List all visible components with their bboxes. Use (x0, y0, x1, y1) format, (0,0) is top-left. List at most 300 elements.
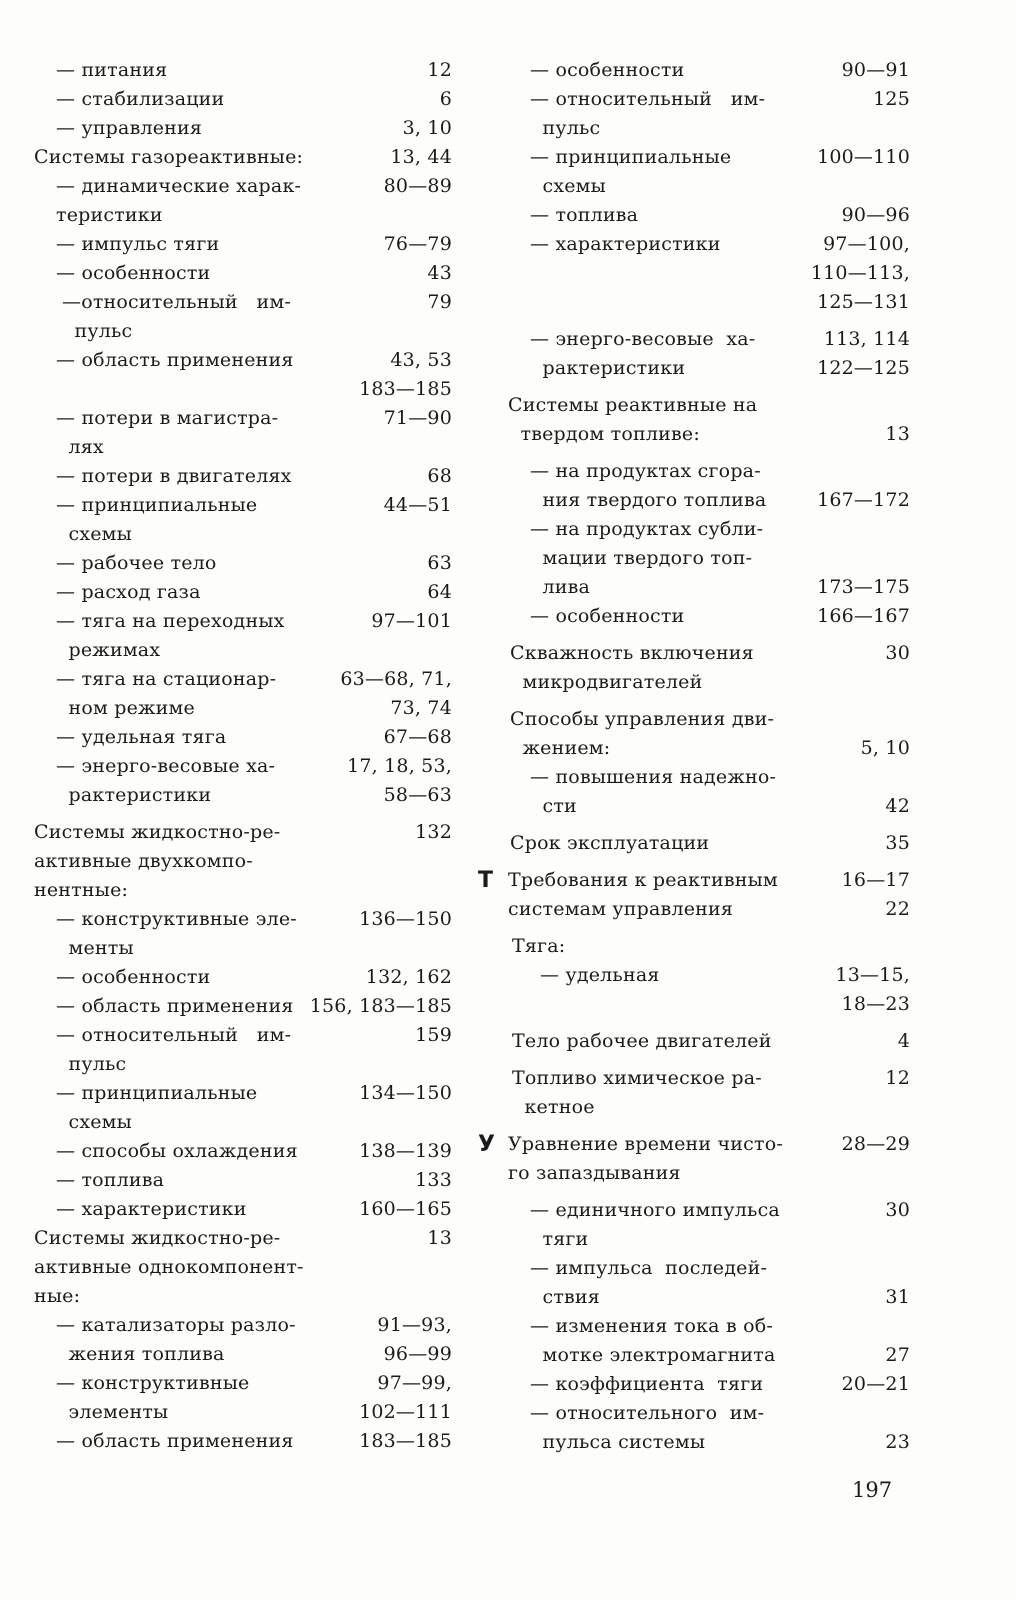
index-entry (484, 457, 910, 515)
index-pages: 166—167 (817, 605, 910, 627)
index-term: — изменения тока в об- (530, 1315, 773, 1337)
index-pages: 13 (885, 423, 910, 445)
index-row (56, 1311, 452, 1340)
index-row (512, 1093, 910, 1122)
index-term: — относительный им- (530, 88, 766, 110)
index-row (530, 1254, 910, 1283)
index-entry (34, 1166, 452, 1195)
index-pages: 122—125 (817, 357, 910, 379)
index-pages: 90—96 (841, 204, 910, 226)
index-row (530, 573, 910, 602)
index-pages: 132, 162 (365, 966, 452, 988)
index-term: ния твердого топлива (530, 489, 767, 511)
index-row (56, 905, 452, 934)
index-row (56, 607, 452, 636)
index-pages: 80—89 (383, 175, 452, 197)
index-row (530, 544, 910, 573)
index-pages: 125 (873, 88, 910, 110)
index-term: рактеристики (56, 784, 212, 806)
index-entry (484, 1254, 910, 1312)
index-term: — тяга на стационар- (56, 668, 277, 690)
index-pages: 90—91 (841, 59, 910, 81)
index-term: Срок эксплуатации (510, 832, 710, 854)
index-term: менты (56, 937, 134, 959)
index-entry (484, 391, 910, 449)
index-entry (478, 1130, 910, 1188)
index-row (56, 1369, 452, 1398)
index-row (512, 932, 910, 961)
index-term: активные однокомпонент- (34, 1256, 304, 1278)
index-term: элементы (56, 1401, 169, 1423)
index-row (530, 457, 910, 486)
index-row (56, 752, 452, 781)
index-entry (484, 961, 910, 1019)
index-row (530, 1428, 910, 1457)
index-row (530, 763, 910, 792)
index-column-left (34, 56, 452, 1456)
index-term: Системы реактивные на (508, 394, 758, 416)
index-row (530, 792, 910, 821)
index-pages: 30 (885, 642, 910, 664)
index-row (530, 1196, 910, 1225)
index-term: — катализаторы разло- (56, 1314, 296, 1336)
index-entry (34, 1369, 452, 1427)
index-row (512, 1027, 910, 1056)
index-row (56, 201, 452, 230)
index-term: — характеристики (56, 1198, 247, 1220)
index-row (510, 734, 910, 763)
index-term: — на продуктах субли- (530, 518, 764, 540)
index-pages: 173—175 (817, 576, 910, 598)
index-term: — относительный им- (56, 1024, 292, 1046)
index-entry (484, 1196, 910, 1254)
index-pages: 167—172 (817, 489, 910, 511)
index-row (530, 259, 910, 288)
index-term: лива (530, 576, 591, 598)
index-pages: 73, 74 (390, 697, 452, 719)
index-entry (484, 932, 910, 961)
index-term: — характеристики (530, 233, 721, 255)
index-term: — особенности (56, 966, 211, 988)
index-entry (34, 905, 452, 963)
index-entry (34, 143, 452, 172)
index-row (56, 375, 452, 404)
index-row (56, 404, 452, 433)
index-term: Системы жидкостно-ре- (34, 821, 281, 843)
index-row (530, 1370, 910, 1399)
index-row (34, 876, 452, 905)
index-pages: 96—99 (383, 1343, 452, 1365)
index-term: — удельная (540, 964, 660, 986)
index-pages: 16—17 (841, 869, 910, 891)
index-pages: 68 (427, 465, 452, 487)
index-row (508, 895, 910, 924)
index-row (56, 1166, 452, 1195)
index-row (56, 934, 452, 963)
index-entry (34, 172, 452, 230)
index-row (530, 56, 910, 85)
index-entry (484, 56, 910, 85)
index-row (508, 866, 910, 895)
index-entry (484, 515, 910, 602)
index-row (56, 549, 452, 578)
index-entry (484, 201, 910, 230)
index-term: Способы управления дви- (510, 708, 775, 730)
index-row (508, 1159, 910, 1188)
index-term: кетное (512, 1096, 595, 1118)
index-entry (34, 491, 452, 549)
index-entry (34, 404, 452, 462)
index-entry (34, 549, 452, 578)
index-term: — тяга на переходных (56, 610, 285, 632)
index-entry (484, 639, 910, 697)
index-entry (34, 1079, 452, 1137)
index-term: микродвигателей (510, 671, 703, 693)
index-row (56, 56, 452, 85)
page-number: 197 (852, 1478, 893, 1502)
index-term: — на продуктах сгора- (530, 460, 761, 482)
index-term: схемы (56, 523, 132, 545)
index-entry (484, 829, 910, 858)
index-row (56, 694, 452, 723)
index-entry (34, 346, 452, 404)
index-term: — потери в магистра- (56, 407, 279, 429)
index-entry (34, 723, 452, 752)
index-entry (34, 578, 452, 607)
index-row (56, 172, 452, 201)
index-row (510, 829, 910, 858)
index-row (56, 1427, 452, 1456)
index-row (530, 1399, 910, 1428)
index-term: — относительного им- (530, 1402, 765, 1424)
index-pages: 58—63 (383, 784, 452, 806)
index-term: — энерго-весовые ха- (530, 328, 756, 350)
index-row (56, 433, 452, 462)
index-term: — топлива (530, 204, 639, 226)
index-pages: 113, 114 (823, 328, 910, 350)
index-term: сти (530, 795, 577, 817)
index-row (530, 1283, 910, 1312)
index-entry (484, 602, 910, 631)
index-row (56, 578, 452, 607)
index-row (56, 665, 452, 694)
index-term: — питания (56, 59, 168, 81)
index-row (56, 992, 452, 1021)
index-row (56, 963, 452, 992)
index-pages: 76—79 (383, 233, 452, 255)
index-term: мации твердого топ- (530, 547, 753, 569)
index-term: — единичного импульса (530, 1199, 780, 1221)
index-entry (34, 85, 452, 114)
index-term: нентные: (34, 879, 129, 901)
index-term: жения топлива (56, 1343, 225, 1365)
index-entry (484, 85, 910, 143)
index-term: — расход газа (56, 581, 201, 603)
index-term: — принципиальные (530, 146, 732, 168)
index-row (56, 1398, 452, 1427)
index-pages: 64 (427, 581, 452, 603)
index-term: — рабочее тело (56, 552, 217, 574)
index-term: жением: (510, 737, 611, 759)
index-pages: 100—110 (817, 146, 910, 168)
index-column-right (478, 56, 910, 1457)
index-term: — конструктивные (56, 1372, 250, 1394)
index-term: — стабилизации (56, 88, 225, 110)
index-pages: 20—21 (841, 1373, 910, 1395)
index-pages: 27 (885, 1344, 910, 1366)
index-term: — область применения (56, 1430, 294, 1452)
index-term: мотке электромагнита (530, 1344, 776, 1366)
index-row (56, 1108, 452, 1137)
index-entry (484, 1312, 910, 1370)
index-term: пульс (62, 320, 133, 342)
index-pages: 97—101 (371, 610, 452, 632)
index-pages: 156, 183—185 (309, 995, 452, 1017)
index-entry (484, 1027, 910, 1056)
index-entry (34, 818, 452, 905)
index-pages: 63—68, 71, (340, 668, 452, 690)
index-term: — особенности (530, 605, 685, 627)
index-row (34, 1224, 452, 1253)
index-entry (34, 114, 452, 143)
index-term: системам управления (508, 898, 734, 920)
index-entry (484, 1399, 910, 1457)
index-pages: 79 (427, 291, 452, 313)
index-entry (34, 288, 452, 346)
index-term: — область применения (56, 995, 294, 1017)
index-row (34, 818, 452, 847)
index-row (56, 781, 452, 810)
index-entry (34, 665, 452, 723)
index-term: теристики (56, 204, 163, 226)
index-row (56, 1079, 452, 1108)
index-pages: 43 (427, 262, 452, 284)
index-term: го запаздывания (508, 1162, 681, 1184)
index-row (56, 491, 452, 520)
index-row (530, 602, 910, 631)
index-term: Скважность включения (510, 642, 754, 664)
index-term: — потери в двигателях (56, 465, 292, 487)
index-term: — особенности (530, 59, 685, 81)
index-row (530, 114, 910, 143)
index-row (34, 1282, 452, 1311)
index-term: Топливо химическое ра- (512, 1067, 762, 1089)
index-pages: 102—111 (359, 1401, 452, 1423)
index-pages: 134—150 (359, 1082, 452, 1104)
index-term: Системы жидкостно-ре- (34, 1227, 281, 1249)
index-row (56, 462, 452, 491)
index-entry (34, 56, 452, 85)
index-term: режимах (56, 639, 161, 661)
index-term: твердом топливе: (508, 423, 700, 445)
index-pages: 136—150 (359, 908, 452, 930)
index-term: — коэффициента тяги (530, 1373, 764, 1395)
index-row (34, 847, 452, 876)
index-pages: 30 (885, 1199, 910, 1221)
index-pages: 4 (897, 1030, 910, 1052)
index-term: — область применения (56, 349, 294, 371)
index-pages: 63 (427, 552, 452, 574)
index-pages: 3, 10 (402, 117, 452, 139)
index-term: ствия (530, 1286, 600, 1308)
index-pages: 133 (415, 1169, 452, 1191)
index-entry (34, 1137, 452, 1166)
index-pages: 12 (427, 59, 452, 81)
index-term: схемы (56, 1111, 132, 1133)
index-row (540, 961, 910, 990)
index-term: — топлива (56, 1169, 165, 1191)
index-pages: 13 (427, 1227, 452, 1249)
index-entry (34, 259, 452, 288)
index-row (508, 420, 910, 449)
index-entry (34, 462, 452, 491)
index-entry (34, 1427, 452, 1456)
index-entry (484, 1064, 910, 1122)
index-row (62, 317, 452, 346)
index-row (530, 172, 910, 201)
index-row (56, 1021, 452, 1050)
index-pages: 23 (885, 1431, 910, 1453)
index-pages: 13—15, (835, 964, 910, 986)
index-pages: 91—93, (377, 1314, 452, 1336)
index-pages: 42 (885, 795, 910, 817)
index-pages: 5, 10 (860, 737, 910, 759)
index-term: — конструктивные эле- (56, 908, 297, 930)
index-entry (34, 963, 452, 992)
index-row (56, 85, 452, 114)
index-term: ные: (34, 1285, 81, 1307)
index-row (56, 1340, 452, 1369)
index-term: Уравнение времени чисто- (508, 1133, 783, 1155)
index-row (56, 114, 452, 143)
index-row (540, 990, 910, 1019)
index-term: активные двухкомпо- (34, 850, 253, 872)
index-pages: 183—185 (359, 1430, 452, 1452)
index-row (56, 1050, 452, 1079)
index-pages: 97—100, (823, 233, 910, 255)
index-row (56, 259, 452, 288)
index-term: тяги (530, 1228, 589, 1250)
index-term: Тяга: (512, 935, 566, 957)
section-letter: Т (478, 868, 494, 893)
index-pages: 31 (885, 1286, 910, 1308)
index-pages: 160—165 (359, 1198, 452, 1220)
index-entry (484, 143, 910, 201)
index-term: Тело рабочее двигателей (512, 1030, 772, 1052)
index-term: пульс (56, 1053, 127, 1075)
index-row (56, 346, 452, 375)
index-pages: 132 (415, 821, 452, 843)
index-entry (34, 992, 452, 1021)
index-pages: 13, 44 (390, 146, 452, 168)
index-row (530, 486, 910, 515)
index-row (56, 1195, 452, 1224)
index-term: Требования к реактивным (508, 869, 778, 891)
index-entry (478, 866, 910, 924)
index-row (530, 143, 910, 172)
index-row (530, 1312, 910, 1341)
index-pages: 22 (885, 898, 910, 920)
index-row (530, 1341, 910, 1370)
index-row (56, 636, 452, 665)
index-term: — импульс тяги (56, 233, 220, 255)
index-term: — динамические харак- (56, 175, 302, 197)
index-entry (34, 1021, 452, 1079)
index-term: — принципиальные (56, 1082, 258, 1104)
index-term: — способы охлаждения (56, 1140, 298, 1162)
index-row (530, 201, 910, 230)
index-pages: 97—99, (377, 1372, 452, 1394)
index-row (530, 325, 910, 354)
index-term: — особенности (56, 262, 211, 284)
index-pages: 12 (885, 1067, 910, 1089)
index-row (530, 515, 910, 544)
index-row (508, 1130, 910, 1159)
index-entry (484, 230, 910, 317)
index-row (510, 639, 910, 668)
index-entry (34, 752, 452, 810)
index-pages: 183—185 (359, 378, 452, 400)
index-pages: 71—90 (383, 407, 452, 429)
index-pages: 110—113, (810, 262, 910, 284)
index-term: — принципиальные (56, 494, 258, 516)
index-row (508, 391, 910, 420)
index-pages: 17, 18, 53, (347, 755, 452, 777)
index-row (34, 143, 452, 172)
index-entry (34, 1195, 452, 1224)
index-term: ном режиме (56, 697, 195, 719)
index-pages: 43, 53 (390, 349, 452, 371)
index-entry (484, 1370, 910, 1399)
index-pages: 6 (439, 88, 452, 110)
index-row (530, 1225, 910, 1254)
index-pages: 44—51 (383, 494, 452, 516)
index-term: — управления (56, 117, 203, 139)
index-term: рактеристики (530, 357, 686, 379)
index-row (56, 230, 452, 259)
index-pages: 28—29 (841, 1133, 910, 1155)
index-term: Системы газореактивные: (34, 146, 304, 168)
index-term: пульса системы (530, 1431, 706, 1453)
index-pages: 138—139 (359, 1140, 452, 1162)
index-term: — импульса последей- (530, 1257, 768, 1279)
section-letter: У (478, 1132, 495, 1157)
index-pages: 159 (415, 1024, 452, 1046)
index-term: — повышения надежно- (530, 766, 777, 788)
index-entry (34, 607, 452, 665)
index-row (56, 520, 452, 549)
index-term: пульс (530, 117, 601, 139)
index-entry (34, 1311, 452, 1369)
index-entry (34, 230, 452, 259)
index-term: —относительный им- (62, 291, 291, 313)
index-pages: 35 (885, 832, 910, 854)
index-row (56, 723, 452, 752)
index-pages: 67—68 (383, 726, 452, 748)
index-row (62, 288, 452, 317)
index-row (530, 288, 910, 317)
index-term: — энерго-весовые ха- (56, 755, 276, 777)
index-row (512, 1064, 910, 1093)
index-entry (34, 1224, 452, 1311)
index-term: лях (56, 436, 104, 458)
index-entry (484, 763, 910, 821)
index-term: схемы (530, 175, 606, 197)
index-term: — удельная тяга (56, 726, 227, 748)
index-row (510, 668, 910, 697)
index-entry (484, 325, 910, 383)
index-row (530, 354, 910, 383)
